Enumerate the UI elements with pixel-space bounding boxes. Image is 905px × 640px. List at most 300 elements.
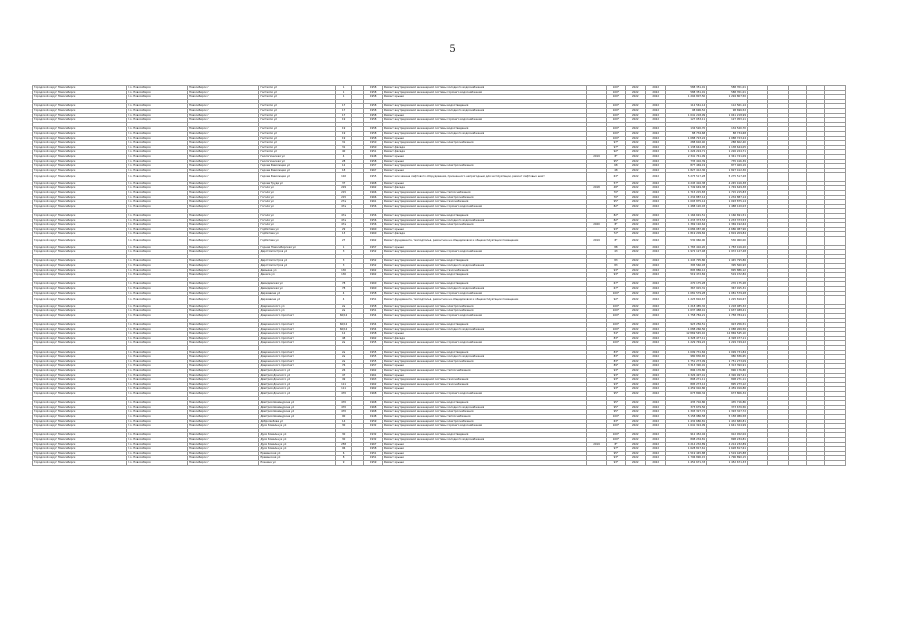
table-cell: Городской округ Новосибирск — [33, 145, 127, 150]
table-cell: 1958 — [364, 131, 382, 136]
table-cell: 63* — [607, 173, 625, 182]
table-cell: 1968 — [364, 405, 382, 410]
table-cell: 100* — [607, 95, 625, 100]
table-cell: 2022 — [625, 309, 645, 314]
table-cell: Городской округ Новосибирск — [33, 154, 127, 159]
table-cell: г.о. Новосибирск — [126, 200, 187, 205]
table-cell: 2 341 741,09 — [707, 154, 748, 159]
table-cell: 1952 — [364, 259, 382, 264]
table-cell: 2022 — [625, 150, 645, 155]
table-cell: 1959 — [364, 460, 382, 465]
table-cell: 1951 — [364, 296, 382, 305]
table-cell: Городской округ Новосибирск — [33, 291, 127, 296]
table-cell: 2022 — [645, 332, 665, 337]
table-cell: 1 972 127,48 — [666, 250, 707, 255]
table-cell: г.о. Новосибирск — [126, 282, 187, 287]
table-cell: 4 245 416,38 — [707, 181, 748, 186]
table-cell: 1955 — [364, 173, 382, 182]
table-cell: 1 218 485,32 — [666, 304, 707, 309]
table-cell: Ремонт внутридомовой инженерной системы холодного водоснабжения — [382, 218, 586, 223]
table-cell: Ремонт крыши — [382, 245, 586, 250]
table-cell: 1 369 192,64 — [666, 223, 707, 228]
table-cell: г.о. Новосибирск — [126, 332, 187, 337]
table-cell: Городской округ Новосибирск — [33, 424, 127, 429]
table-cell: г.о. Новосибирск — [126, 154, 187, 159]
table-cell: 2022 — [625, 127, 645, 132]
table-cell: 1956 — [364, 218, 382, 223]
table-cell: Ремонт внутридомовой инженерной системы электроснабжения — [382, 419, 586, 424]
table-cell: 134 520,70 — [666, 127, 707, 132]
table-cell: 1963 — [364, 378, 382, 383]
table-cell: 2022 — [625, 382, 645, 387]
table-cell: 1 758 784,21 — [666, 313, 707, 318]
table-cell: 2022 — [645, 291, 665, 296]
table-cell: 2а — [335, 350, 351, 355]
table-cell: 1 088 266,56 — [666, 327, 707, 332]
table-cell: 1 081 579,28 — [707, 291, 748, 296]
table-cell: 2018 — [586, 186, 606, 191]
table-cell: 2а — [335, 309, 351, 314]
table-cell: Городской округ Новосибирск — [33, 218, 127, 223]
table-cell: 2022 — [625, 401, 645, 406]
table-cell: Новосибирск г — [188, 364, 259, 369]
table-cell: Ремонт внутридомовой инженерной системы горячего водоснабжения — [382, 392, 586, 397]
table-cell — [768, 173, 788, 182]
table-cell: 2а — [335, 304, 351, 309]
table-cell: 470 — [335, 405, 351, 410]
table-cell: г.о. Новосибирск — [126, 309, 187, 314]
table-cell: Дуси Ковальчук ул — [259, 433, 336, 438]
table-cell: 2022 — [625, 282, 645, 287]
table-cell: 2022 — [645, 327, 665, 332]
table-cell: 588 351,01 — [707, 90, 748, 95]
table-cell: г.о. Новосибирск — [126, 304, 187, 309]
table-cell: 2022 — [625, 273, 645, 278]
table-cell: 2022 — [625, 263, 645, 268]
table-cell: 2022 — [645, 204, 665, 209]
table-cell: Новосибирск г — [188, 313, 259, 318]
table-cell: 2022 — [645, 437, 665, 442]
table-cell: Ремонт внутридомовой инженерной системы горячего водоснабжения — [382, 90, 586, 95]
table-cell: 980 836,65 — [707, 355, 748, 360]
table-cell: г.о. Новосибирск — [126, 90, 187, 95]
table-cell: г.о. Новосибирск — [126, 232, 187, 237]
table-cell: 373 679,56 — [666, 405, 707, 410]
table-cell: Новосибирск г — [188, 141, 259, 146]
table-cell: 2022 — [625, 410, 645, 415]
table-cell — [768, 460, 788, 465]
table-cell: Ремонт внутридомовой инженерной системы холодного водоснабжения — [382, 131, 586, 136]
table-cell: г.о. Новосибирск — [126, 387, 187, 392]
table-cell: Новосибирск г — [188, 104, 259, 109]
table-cell: 1955 — [364, 341, 382, 346]
table-cell: Ремонт крыши — [382, 456, 586, 461]
table-cell: Городской округ Новосибирск — [33, 118, 127, 123]
table-cell: Дмитрия Донского ул — [259, 387, 336, 392]
table-cell: 923 256,51 — [666, 323, 707, 328]
table-cell: 808 271,11 — [666, 378, 707, 383]
table-cell: Городской округ Новосибирск — [33, 327, 127, 332]
table-cell: Новосибирск г — [188, 150, 259, 155]
table-cell: 2022 — [645, 392, 665, 397]
table-cell: 1 393 327,72 — [707, 410, 748, 415]
table-cell: 1962 — [364, 369, 382, 374]
table-cell: Ремонт внутридомовой инженерной системы водоотведения — [382, 214, 586, 219]
table-cell: 2022 — [645, 401, 665, 406]
table-cell: Дзержинского проспект — [259, 359, 336, 364]
table-cell: 2022 — [625, 451, 645, 456]
table-cell: 229 — [335, 186, 351, 191]
table-cell: Ремонт внутридомовой инженерной системы горячего водоснабжения — [382, 118, 586, 123]
table-cell: 97* — [607, 141, 625, 146]
table-cell: 83* — [607, 336, 625, 341]
table-cell: 1 452 671,33 — [666, 460, 707, 465]
table-cell: 130 — [335, 273, 351, 278]
table-cell: 2022 — [645, 237, 665, 246]
table-cell: 19 — [335, 127, 351, 132]
table-cell: 2022 — [645, 460, 665, 465]
table-cell: 1 393 327,72 — [666, 410, 707, 415]
table-cell: 2022 — [625, 313, 645, 318]
table-cell: 2022 — [645, 273, 665, 278]
table-cell: 14 — [335, 419, 351, 424]
table-cell: Городской округ Новосибирск — [33, 378, 127, 383]
table-cell: 100* — [607, 323, 625, 328]
table-cell: 27 — [335, 237, 351, 246]
table-cell: 72* — [607, 232, 625, 237]
table-cell: 4 214 232,89 — [666, 442, 707, 447]
table-cell: 19 — [335, 131, 351, 136]
table-cell: 100* — [607, 424, 625, 429]
table-cell: 100* — [607, 86, 625, 91]
table-cell: Новосибирск г — [188, 268, 259, 273]
page-number: 5 — [449, 44, 456, 55]
table-cell: Гастелло ул — [259, 90, 336, 95]
table-cell: 1 637 488,41 — [666, 309, 707, 314]
table-cell: Городской округ Новосибирск — [33, 313, 127, 318]
table-cell: 95* — [607, 451, 625, 456]
table-cell: Новосибирск г — [188, 286, 259, 291]
table-cell: 2020 — [586, 223, 606, 228]
table-cell: 1954 — [364, 327, 382, 332]
table-cell: 5 275 517,28 — [707, 173, 748, 182]
table-cell: Городской округ Новосибирск — [33, 336, 127, 341]
table-cell: 88 734,68 — [707, 131, 748, 136]
table-cell: 1952 — [364, 250, 382, 255]
table-cell: Городской округ Новосибирск — [33, 191, 127, 196]
table-cell: 673 806,34 — [666, 392, 707, 397]
table-cell: Дарстомпостроя ул — [259, 250, 336, 255]
table-cell: 2022 — [645, 405, 665, 410]
table-cell: 2022 — [645, 90, 665, 95]
table-cell: Дмитрия Донского ул — [259, 378, 336, 383]
table-cell: 1 088 266,56 — [707, 327, 748, 332]
table-cell: г.о. Новосибирск — [126, 359, 187, 364]
table-cell: Новосибирск г — [188, 86, 259, 91]
table-cell: 1957 — [364, 245, 382, 250]
table-cell: 8 — [335, 456, 351, 461]
table-cell: 48* — [607, 186, 625, 191]
table-cell: 49 — [335, 378, 351, 383]
table-cell: 17 — [335, 104, 351, 109]
table-cell: Новосибирск г — [188, 204, 259, 209]
table-cell: Героев Революции ул — [259, 168, 336, 173]
table-cell: 1 225 816,67 — [666, 296, 707, 305]
table-cell: Дзержинского проспект — [259, 364, 336, 369]
table-cell: 1 452 671,33 — [707, 460, 748, 465]
table-cell: Дуси Ковальчук ул — [259, 424, 336, 429]
table-cell: 100* — [607, 108, 625, 113]
table-row — [33, 237, 846, 246]
table-cell: Демидовская ул — [259, 282, 336, 287]
table-cell: 2022 — [625, 291, 645, 296]
table-cell: 2022 — [645, 369, 665, 374]
table-cell: 895 886,12 — [707, 268, 748, 273]
table-cell: 100* — [607, 131, 625, 136]
table-cell: Героев Революции ул — [259, 173, 336, 182]
table-cell: 1966 — [364, 191, 382, 196]
table-cell: 97* — [607, 145, 625, 150]
table-cell: 2022 — [645, 232, 665, 237]
table-cell: 1 783 416,20 — [666, 245, 707, 250]
table-cell: 1956 — [364, 214, 382, 219]
table-cell: 2022 — [645, 424, 665, 429]
table-cell: 1 445 795,86 — [666, 259, 707, 264]
table-cell: Городской округ Новосибирск — [33, 223, 127, 228]
table-cell: Горбатова ул — [259, 237, 336, 246]
table-cell: 100* — [607, 414, 625, 419]
table-cell: Ремонт внутридомовой инженерной системы холодного водоснабжения — [382, 355, 586, 360]
table-cell: 2022 — [625, 355, 645, 360]
table-cell: 588 351,01 — [707, 86, 748, 91]
table-cell: 100* — [607, 118, 625, 123]
table-cell: г.о. Новосибирск — [126, 159, 187, 164]
table-cell: 367 915,31 — [666, 286, 707, 291]
table-cell: Городской округ Новосибирск — [33, 259, 127, 264]
table-cell: г.о. Новосибирск — [126, 136, 187, 141]
table-cell: 93* — [607, 460, 625, 465]
table-cell: 1 229 749,22 — [707, 341, 748, 346]
table-cell: г.о. Новосибирск — [126, 378, 187, 383]
table-cell: Новосибирск г — [188, 341, 259, 346]
table-cell: г.о. Новосибирск — [126, 113, 187, 118]
table-cell: 28 — [335, 159, 351, 164]
table-cell: Демьяна ул — [259, 268, 336, 273]
table-cell: 1 234 887,14 — [707, 195, 748, 200]
table-cell: Новосибирск г — [188, 136, 259, 141]
table-cell: 2022 — [645, 223, 665, 228]
table-cell: 30 — [335, 424, 351, 429]
table-cell: 1 488 120,03 — [666, 204, 707, 209]
table-cell: Ремонт внутридомовой инженерной системы электроснабжения — [382, 359, 586, 364]
table-cell: 2022 — [625, 341, 645, 346]
table-cell: Ремонт крыши — [382, 373, 586, 378]
table-cell — [788, 237, 806, 246]
table-cell: 4 459 916,86 — [707, 387, 748, 392]
table-cell: Ремонт внутридомовой инженерной системы электроснабжения — [382, 410, 586, 415]
table-cell: 1967 — [364, 442, 382, 447]
table-cell — [768, 237, 788, 246]
table-cell: г.о. Новосибирск — [126, 327, 187, 332]
table-cell: 83 — [607, 263, 625, 268]
table-cell: 2022 — [645, 214, 665, 219]
table-cell: 95* — [607, 405, 625, 410]
table-cell: 1 796 890,15 — [666, 456, 707, 461]
table-cell: 2022 — [645, 451, 665, 456]
table-cell: 100* — [607, 341, 625, 346]
table-cell: 2022 — [645, 181, 665, 186]
table-cell: г.о. Новосибирск — [126, 456, 187, 461]
table-cell: Геологическая ул — [259, 154, 336, 159]
table-cell: 1950 — [364, 141, 382, 146]
table-cell: 1 218 485,32 — [707, 304, 748, 309]
table-cell: Городской округ Новосибирск — [33, 323, 127, 328]
table-cell: 2022 — [625, 250, 645, 255]
table-cell: 90 — [335, 414, 351, 419]
table-cell: 5 158 986,58 — [707, 414, 748, 419]
table-cell: Новосибирск г — [188, 336, 259, 341]
table-cell: Ремонт внутридомовой инженерной системы холодного водоснабжения — [382, 327, 586, 332]
table-cell: Городской округ Новосибирск — [33, 437, 127, 442]
table-cell: 1 294 807,50 — [707, 95, 748, 100]
table-cell: 1962 — [364, 387, 382, 392]
table-cell — [586, 296, 606, 305]
table-cell: Городской округ Новосибирск — [33, 282, 127, 287]
table-cell: 2022 — [625, 369, 645, 374]
table-cell — [788, 173, 806, 182]
table-cell: 100* — [607, 90, 625, 95]
table-cell: Гоголя ул — [259, 200, 336, 205]
table-cell: 1948 — [364, 414, 382, 419]
table-cell: Новосибирск г — [188, 186, 259, 191]
table-cell — [586, 460, 606, 465]
table-cell: 1 758 784,21 — [707, 313, 748, 318]
table-cell: 1 749 649,38 — [707, 186, 748, 191]
table-cell: Ремонт внутридомовой инженерной системы теплоснабжения — [382, 414, 586, 419]
table-cell: Новосибирск г — [188, 218, 259, 223]
table-cell: г.о. Новосибирск — [126, 223, 187, 228]
table-cell — [788, 296, 806, 305]
table-cell: 1 519 445,88 — [707, 451, 748, 456]
table-cell: 102 — [335, 173, 351, 182]
table-cell: г.о. Новосибирск — [126, 414, 187, 419]
table-cell: Новосибирск г — [188, 214, 259, 219]
table-cell: Городской округ Новосибирск — [33, 373, 127, 378]
table-cell: 2022 — [645, 118, 665, 123]
table-cell: Ремонт внутридомовой инженерной системы газоснабжения — [382, 200, 586, 205]
table-cell: Ремонт крыши — [382, 227, 586, 232]
table-cell: Ремонт внутридомовой инженерной системы теплоснабжения — [382, 369, 586, 374]
table-cell: Городской округ Новосибирск — [33, 250, 127, 255]
table-cell: г.о. Новосибирск — [126, 442, 187, 447]
table-cell: г.о. Новосибирск — [126, 173, 187, 182]
table-cell: 2022 — [645, 282, 665, 287]
table-cell: 4 686 087,96 — [707, 227, 748, 232]
table-cell: 100* — [607, 104, 625, 109]
table-cell — [807, 296, 825, 305]
table-cell: Ремонт крыши — [382, 460, 586, 465]
table-cell: Дзержинского проспект — [259, 327, 336, 332]
table-cell — [825, 460, 846, 465]
table-cell: Дмитрия Донского ул — [259, 369, 336, 374]
table-cell: 1960 — [364, 282, 382, 287]
table-cell: Новосибирск г — [188, 392, 259, 397]
table-cell: Городской округ Новосибирск — [33, 263, 127, 268]
table-cell: Городской округ Новосибирск — [33, 186, 127, 191]
table-cell: Гастелло ул — [259, 118, 336, 123]
table-cell: Новосибирск г — [188, 95, 259, 100]
table-cell: 1957 — [364, 364, 382, 369]
table-cell: Городской округ Новосибирск — [33, 104, 127, 109]
table-cell: 2022 — [625, 181, 645, 186]
table-cell: г.о. Новосибирск — [126, 104, 187, 109]
table-cell: 2022 — [645, 442, 665, 447]
table-cell: 93* — [607, 369, 625, 374]
table-cell: 530 960,00 — [666, 237, 707, 246]
table-cell: Ремонт внутридомовой инженерной системы водоотведения — [382, 104, 586, 109]
table-cell: Городской округ Новосибирск — [33, 214, 127, 219]
table-cell: 1950 — [364, 145, 382, 150]
table-cell: 1958 — [364, 118, 382, 123]
table-cell: 100* — [607, 437, 625, 442]
table-cell: Городской округ Новосибирск — [33, 164, 127, 169]
table-cell: 2022 — [625, 405, 645, 410]
table-cell: 12 869 545,10 — [707, 332, 748, 337]
table-cell: 1968 — [364, 392, 382, 397]
table-cell: Дуси Ковальчук ул — [259, 437, 336, 442]
table-cell: Ремонт фасада — [382, 232, 586, 237]
table-cell: 3 — [335, 250, 351, 255]
table-cell: Ремонт внутридомовой инженерной системы горячего водоснабжения — [382, 291, 586, 296]
table-cell: 47 — [335, 373, 351, 378]
table-cell: Городской округ Новосибирск — [33, 173, 127, 182]
table-cell: Новосибирск г — [188, 245, 259, 250]
table-cell: 1 041 218,99 — [707, 113, 748, 118]
table-cell: 2022 — [645, 159, 665, 164]
table-cell: 1951 — [364, 451, 382, 456]
table-cell: 288 602,40 — [707, 141, 748, 146]
table-cell: 1960 — [364, 286, 382, 291]
table-cell: г.о. Новосибирск — [126, 369, 187, 374]
table-cell: 2022 — [645, 433, 665, 438]
table-cell: Городской округ Новосибирск — [33, 359, 127, 364]
table-cell: 2022 — [625, 108, 645, 113]
table-cell: 1 088 723,24 — [707, 136, 748, 141]
table-cell: 2022 — [645, 131, 665, 136]
table-cell: 1958 — [364, 159, 382, 164]
table-cell: Ремонт внутридомовой инженерной системы горячего водоснабжения — [382, 313, 586, 318]
table-cell: Новосибирск г — [188, 442, 259, 447]
table-cell: Новосибирск г — [188, 437, 259, 442]
table-cell: 1 715 215,83 — [707, 191, 748, 196]
table-cell: Дзержинского проспект — [259, 350, 336, 355]
table-cell: Городской округ Новосибирск — [33, 141, 127, 146]
table-cell: Гоголя ул — [259, 191, 336, 196]
table-cell: г.о. Новосибирск — [126, 323, 187, 328]
table-cell: 30 — [335, 437, 351, 442]
table-cell: 18 — [335, 168, 351, 173]
table-cell: 96 — [335, 447, 351, 452]
table-cell: Новосибирск г — [188, 273, 259, 278]
table-cell: 2022 — [625, 286, 645, 291]
table-cell: 47а — [335, 214, 351, 219]
table-cell: 1956 — [364, 223, 382, 228]
table-cell: 47а — [335, 223, 351, 228]
table-cell: 588 351,01 — [666, 86, 707, 91]
table-cell: 93* — [607, 378, 625, 383]
table-cell: 4 328 477,11 — [707, 336, 748, 341]
table-cell: Новосибирск г — [188, 350, 259, 355]
